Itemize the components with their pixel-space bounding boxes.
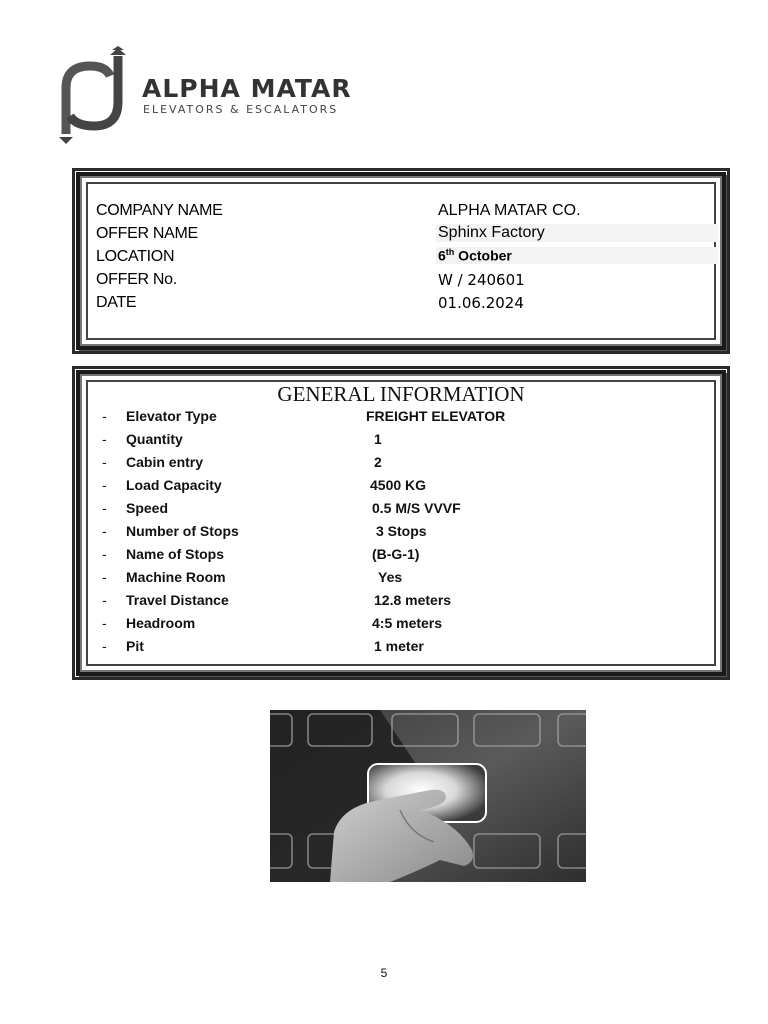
item-label: Load Capacity: [126, 477, 222, 493]
offer-details-box: [76, 172, 726, 350]
offer-no-label: OFFER No.: [96, 271, 177, 288]
offer-no-value: W / 240601: [438, 271, 525, 289]
offer-name-value: Sphinx Factory: [436, 224, 718, 242]
item-value: 4500 KG: [370, 477, 427, 493]
item-label: Pit: [126, 638, 144, 654]
date-value: 01.06.2024: [438, 294, 524, 312]
bullet: -: [102, 592, 107, 608]
bullet: -: [102, 477, 107, 493]
location-suffix: th: [445, 247, 455, 257]
offer-name-label: OFFER NAME: [96, 225, 198, 242]
logo-mark-icon: [66, 56, 118, 134]
touch-interface-photo: [270, 710, 586, 882]
bullet: -: [102, 454, 107, 470]
item-value: 12.8 meters: [374, 592, 452, 608]
item-value: 0.5 M/S VVVF: [372, 500, 461, 516]
item-label: Travel Distance: [126, 592, 229, 608]
item-value: 4:5 meters: [372, 615, 443, 631]
bullet: -: [102, 431, 107, 447]
company-name-value: ALPHA MATAR CO.: [438, 202, 581, 219]
item-label: Number of Stops: [126, 523, 239, 539]
item-label: Headroom: [126, 615, 196, 631]
general-information-box: [76, 370, 726, 676]
bullet: -: [102, 638, 107, 654]
location-day: 6: [438, 247, 446, 264]
location-value: [436, 247, 718, 264]
item-label: Quantity: [126, 431, 183, 447]
date-label: DATE: [96, 294, 137, 311]
item-label: Elevator Type: [126, 408, 217, 424]
item-label: Cabin entry: [126, 454, 204, 470]
item-value: 1 meter: [374, 638, 424, 654]
item-label: Speed: [126, 500, 169, 516]
location-label: LOCATION: [96, 248, 175, 265]
bullet: -: [102, 569, 107, 585]
brand-name: ALPHA MATAR: [142, 74, 352, 103]
item-value: FREIGHT ELEVATOR: [366, 408, 506, 424]
bullet: -: [102, 500, 107, 516]
item-value: 2: [374, 454, 382, 470]
item-value: Yes: [378, 569, 403, 585]
item-label: Name of Stops: [126, 546, 225, 562]
item-value: 3 Stops: [376, 523, 427, 539]
page-number: 5: [380, 966, 388, 980]
bullet: -: [102, 523, 107, 539]
bullet: -: [102, 615, 107, 631]
bullet: -: [102, 546, 107, 562]
item-value: (B-G-1): [372, 546, 420, 562]
brand-subtitle: ELEVATORS & ESCALATORS: [143, 103, 339, 116]
bullet: -: [102, 408, 107, 424]
company-name-label: COMPANY NAME: [96, 202, 223, 219]
item-label: Machine Room: [126, 569, 226, 585]
item-value: 1: [374, 431, 382, 447]
location-month: October: [454, 247, 512, 264]
general-information-title: GENERAL INFORMATION: [277, 382, 525, 406]
